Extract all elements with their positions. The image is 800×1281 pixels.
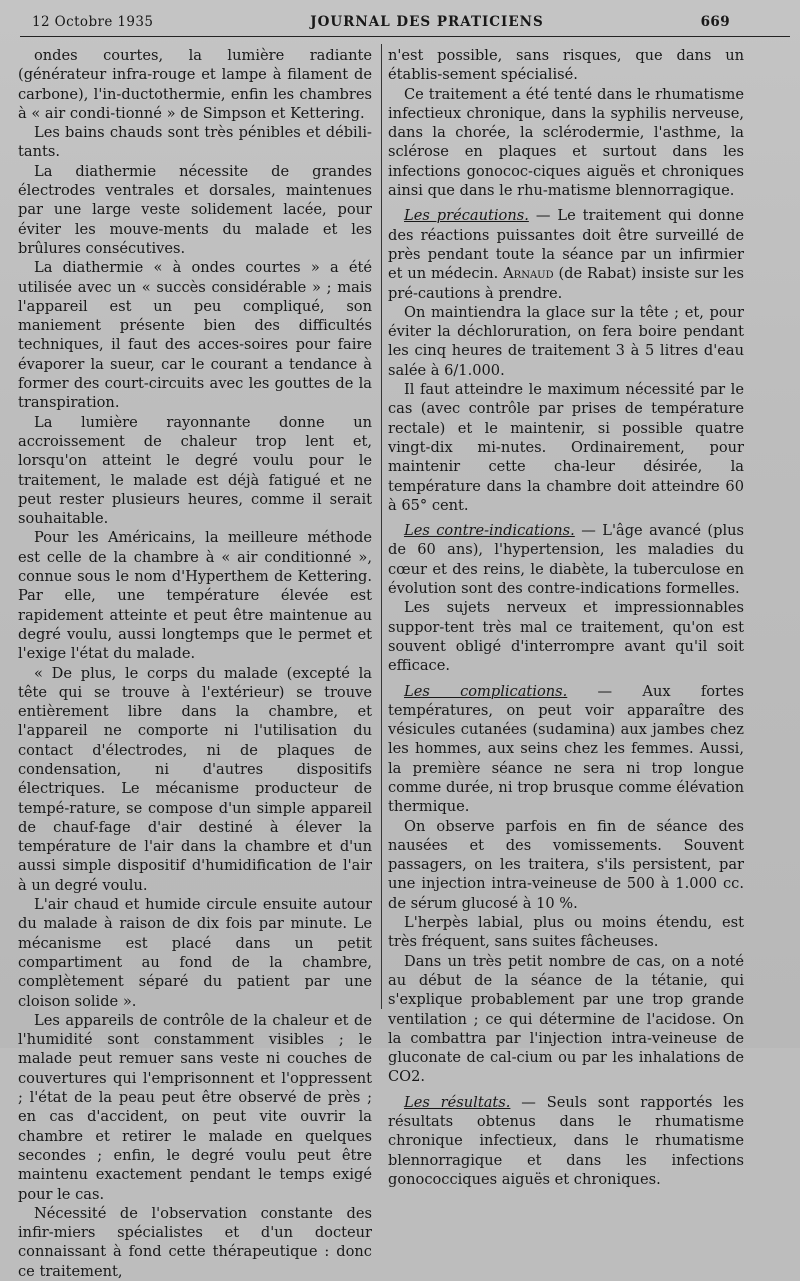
column-divider [381, 44, 382, 1009]
section-heading: Les complications. [404, 682, 568, 700]
right-column [388, 46, 744, 1189]
paragraph: Les sujets nerveux et impressionnables suppor-tent très mal ce traitement, qu'on est souvent obligé d'interrompre avant qu'il soit efficace. [388, 599, 744, 675]
page-header [32, 14, 730, 30]
paragraph: Il faut atteindre le maximum nécessité par le cas (avec contrôle par prises de température rectale) et le maintenir, si possible quatre vingt-dix mi-nutes. Ordinairement, pour maintenir cette cha-leur désirée, la température dans la chambre doit atteindre 60 à 65° cent. [388, 381, 744, 514]
paragraph: La lumière rayonnante donne un accroissement de chaleur trop lent et, lorsqu'on atteint le degré voulu pour le traitement, le malade est déjà fatigué et ne peut rester plusieurs heures, comme il serait souhaitable. [18, 413, 372, 528]
paragraph: n'est possible, sans risques, que dans un établis-sement spécialisé. [388, 47, 744, 84]
paragraph: On observe parfois en fin de séance des nausées et des vomissements. Souvent passagers, on les traitera, s'ils persistent, par une injection intra-veineuse de 500 à 1.000 cc. de sérum glucosé à 10 %. [388, 817, 744, 912]
paragraph: L'herpès labial, plus ou moins étendu, est très fréquent, sans suites fâcheuses. [388, 914, 744, 951]
journal-title: JOURNAL DES PRATICIENS [310, 14, 544, 30]
paragraph: « De plus, le corps du malade (excepté la tête qui se trouve à l'extérieur) se trouve entièrement libre dans la chambre, et l'appareil ne comporte ni l'utilisation du contact d'électrodes, ni de plaques de condensation, ni d'autres dispositifs électriques. Le mécanisme producteur de tempé-rature, se compose d'un simple appareil de chauf-fage d'air destiné à élever la température de l'air dans la chambre et d'un aussi simple dispositif d'humidification de l'air à un degré voulu. [18, 664, 372, 894]
paragraph-text: — Seuls sont rapportés les résultats obtenus dans le rhumatisme chronique infectieux, dans le rhumatisme blennorragique et dans les infections gonococciques aiguës et chroniques. [388, 1093, 744, 1188]
paragraph: Pour les Américains, la meilleure méthode est celle de la chambre à « air conditionné », connue sous le nom d'Hyperthem de Kettering. Par elle, une température élevée est rapidement atteinte et peut être maintenue au degré voulu, aussi longtemps que le permet et l'exige l'état du malade. [18, 529, 372, 663]
issue-date: 12 Octobre 1935 [32, 14, 154, 30]
paragraph: On maintiendra la glace sur la tête ; et, pour éviter la déchloruration, on fera boire pendant les cinq heures de traitement 3 à 5 litres d'eau salée à 6/1.000. [388, 303, 744, 379]
paragraph: ondes courtes, la lumière radiante (générateur infra-rouge et lampe à filament de carbone), l'in-ductothermie, enfin les chambres à « air condi-tionné » de Simpson et Kettering. [18, 47, 372, 122]
section-heading: Les résultats. [404, 1093, 511, 1111]
page-number: 669 [700, 14, 730, 30]
paragraph: La diathermie nécessite de grandes électrodes ventrales et dorsales, maintenues par une large veste solidement lacée, pour éviter les mouve-ments du malade et les brûlures consécutives. [18, 162, 372, 257]
paragraph-text: — L'âge avancé (plus de 60 ans), l'hypertension, les maladies du cœur et des reins, le diabète, la tuberculose en évolution sont des contre-indications formelles. [388, 522, 744, 598]
section-paragraph [388, 682, 744, 817]
author-name: Arnaud [503, 265, 554, 283]
paragraph: Nécessité de l'observation constante des infir-miers spécialistes et d'un docteur connaissant à fond cette thérapeutique : donc ce traitement, [18, 1204, 372, 1280]
paragraph: La diathermie « à ondes courtes » a été utilisée avec un « succès considérable » ; mais l'appareil est un peu compliqué, son maniement présente bien des difficultés techniques, il faut des acces-soires pour faire évaporer la sueur, car le courant a tendance à former des court-circuits avec les gouttes de la transpiration. [18, 259, 372, 412]
paragraph: Ce traitement a été tenté dans le rhumatisme infectieux chronique, dans la syphilis nerveuse, dans la chorée, la sclérodermie, l'asthme, la sclérose en plaques et surtout dans les infections gonococ-ciques aiguës et chroniques ainsi que dans le rhu-matisme blennorragique. [388, 85, 744, 200]
paragraph-text: — Le traitement qui donne des réactions puissantes doit être surveillé de près pendant toute la séance par un infirmier et un médecin. [388, 207, 744, 283]
left-column [18, 46, 372, 1281]
section-paragraph [388, 206, 744, 302]
header-rule [20, 36, 790, 37]
section-heading: Les contre-indications. [404, 522, 575, 540]
section-paragraph [388, 521, 744, 598]
section-paragraph [388, 1093, 744, 1189]
paragraph-text: (de Rabat) insiste sur les pré-cautions à prendre. [388, 265, 744, 302]
section-heading: Les précautions. [404, 207, 529, 225]
paragraph: Dans un très petit nombre de cas, on a noté au début de la séance de la tétanie, qui s'explique probablement par une trop grande ventilation ; ce qui détermine de l'acidose. On la combattra par l'injection intra-veineuse de gluconate de cal-cium ou par les inhalations de CO2. [388, 952, 744, 1086]
paragraph: Les bains chauds sont très pénibles et débili-tants. [18, 124, 372, 161]
paragraph: L'air chaud et humide circule ensuite autour du malade à raison de dix fois par minute. Le mécanisme est placé dans un petit compartiment au fond de la chambre, complètement séparé du patient par une cloison solide ». [18, 896, 372, 1010]
paragraph: Les appareils de contrôle de la chaleur et de l'humidité sont constamment visibles ; le malade peut remuer sans veste ni couches de couvertures qui l'emprisonnent et l'oppressent ; l'état de la peau peut être observé de près ; en cas d'accident, on peut vite ouvrir la chambre et retirer le malade en quelques secondes ; enfin, le degré voulu peut être maintenu exactement pendant le temps exigé pour le cas. [18, 1011, 372, 1203]
paragraph-text: — Aux fortes températures, on peut voir apparaître des vésicules cutanées (sudamina) aux jambes chez les hommes, aux seins chez les femmes. Aussi, la première séance ne sera ni trop longue comme durée, ni trop brusque comme élévation thermique. [388, 682, 744, 816]
